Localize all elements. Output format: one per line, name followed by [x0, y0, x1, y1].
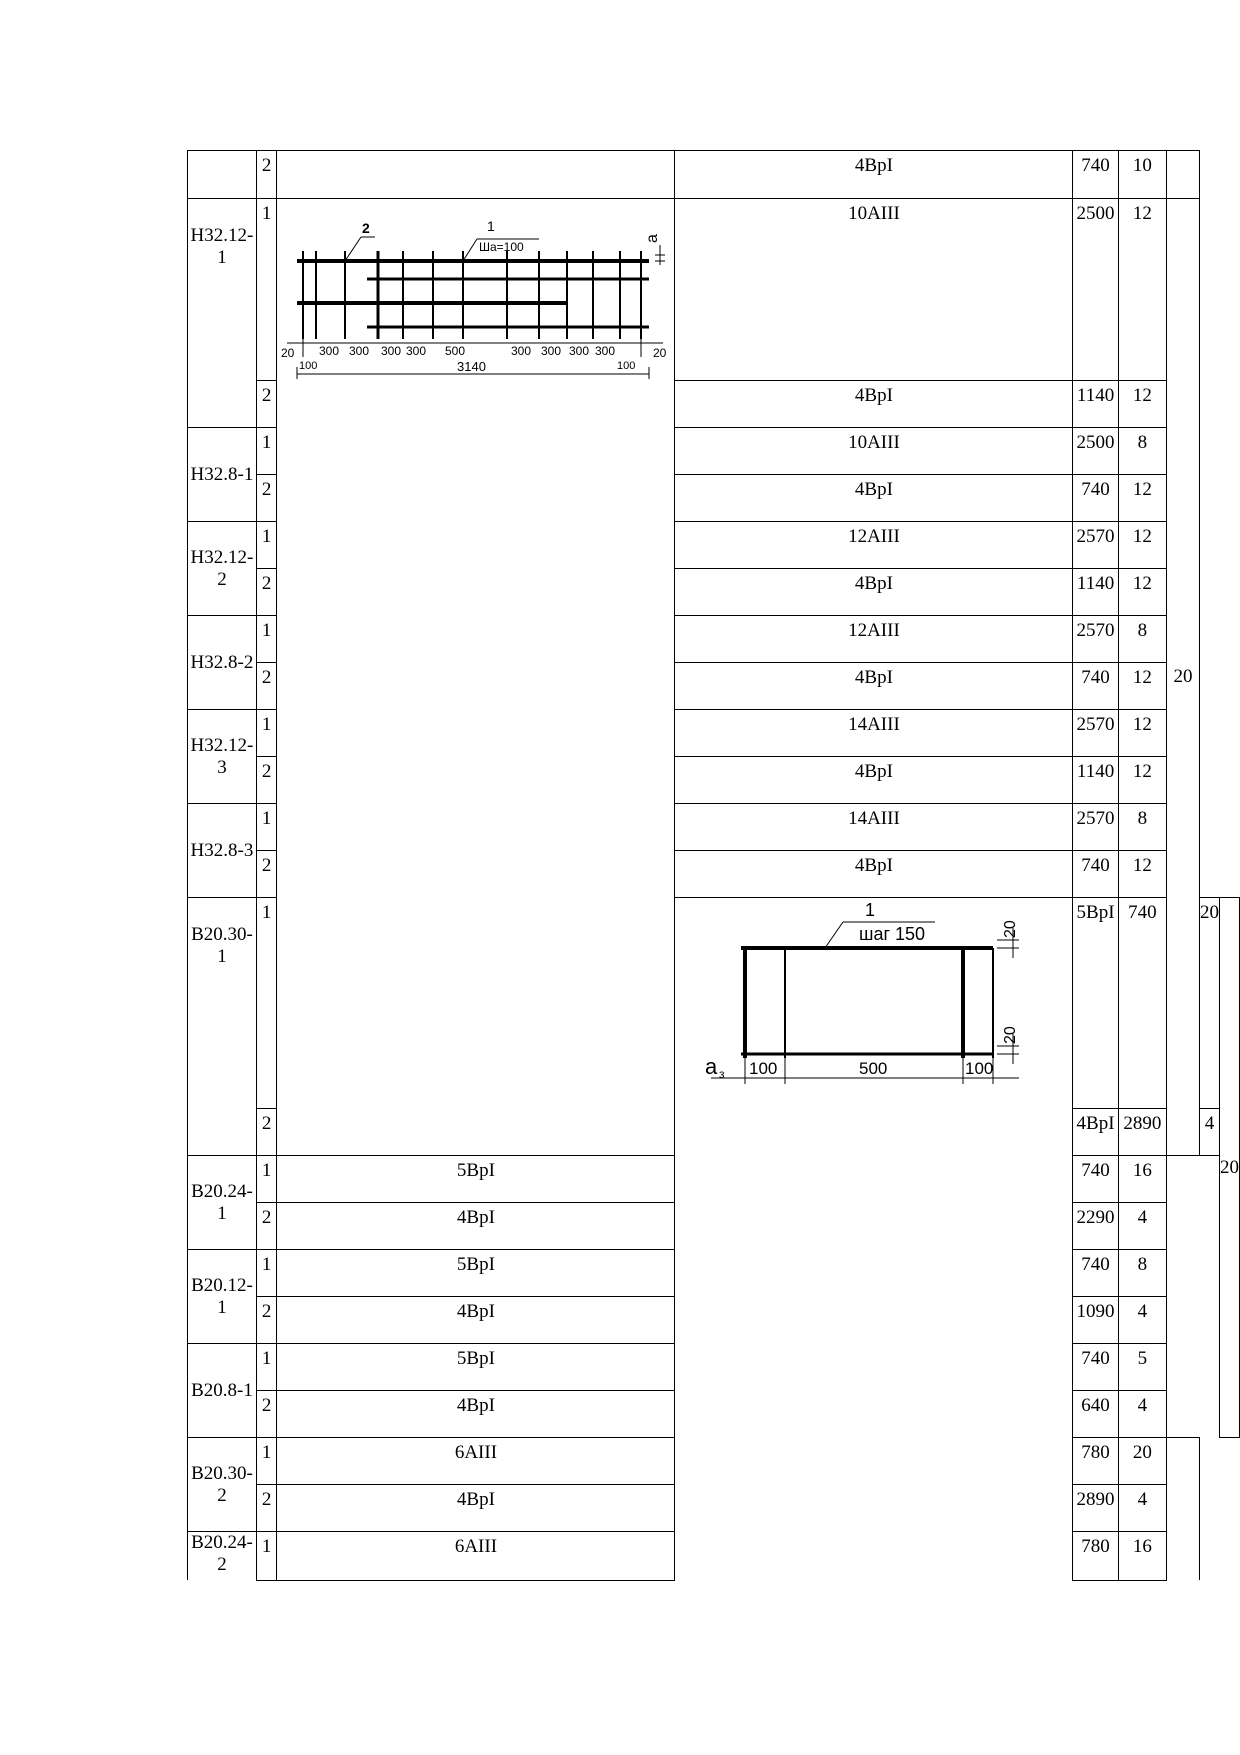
length-cell: 740 [1073, 1344, 1118, 1391]
position-cell: 2 [256, 663, 277, 710]
quantity-cell: 12 [1118, 475, 1166, 522]
mesh-v-label-pos1: 1 [865, 900, 876, 920]
length-cell: 1140 [1073, 757, 1118, 804]
rebar-cell: 4ВрI [675, 851, 1073, 898]
mesh-n-dim: 300 [595, 344, 616, 358]
length-cell: 740 [1118, 898, 1166, 1109]
quantity-cell: 20 [1200, 898, 1220, 1109]
rebar-cell: 5ВрI [277, 1344, 675, 1391]
length-cell: 740 [1073, 1250, 1118, 1297]
drawing-cell-mesh-n [277, 199, 675, 1156]
rebar-cell: 12АIII [675, 616, 1073, 663]
position-cell: 1 [256, 1156, 277, 1203]
position-cell: 1 [256, 710, 277, 757]
position-cell: 1 [256, 1438, 277, 1485]
quantity-cell: 4 [1200, 1109, 1220, 1156]
length-cell: 2570 [1073, 804, 1118, 851]
rebar-spec-table [187, 150, 1240, 1581]
length-cell: 740 [1073, 663, 1118, 710]
position-cell: 2 [256, 1485, 277, 1532]
quantity-cell: 5 [1118, 1344, 1166, 1391]
quantity-cell: 12 [1118, 851, 1166, 898]
rebar-cell: 12АIII [675, 522, 1073, 569]
position-cell: 1 [256, 1532, 277, 1581]
length-cell: 780 [1073, 1532, 1118, 1581]
position-cell: 2 [256, 1109, 277, 1156]
rebar-cell: 14АIII [675, 710, 1073, 757]
position-cell: 2 [256, 1391, 277, 1438]
length-cell: 740 [1073, 475, 1118, 522]
length-cell: 2890 [1118, 1109, 1166, 1156]
rebar-cell: 6АIII [277, 1532, 675, 1581]
mesh-n-dim: 300 [511, 344, 532, 358]
quantity-cell: 8 [1118, 1250, 1166, 1297]
rebar-cell: 10АIII [675, 199, 1073, 381]
drawing-cell-mesh-v [675, 898, 1073, 1581]
mesh-v-dim-left: 100 [749, 1059, 778, 1078]
mesh-v-dim-mid: 500 [859, 1059, 888, 1078]
quantity-cell: 8 [1118, 804, 1166, 851]
mesh-n-dim-left: 20 [281, 346, 295, 360]
length-cell: 740 [1073, 1156, 1118, 1203]
mesh-n-total: 3140 [457, 359, 487, 374]
length-cell: 740 [1073, 851, 1118, 898]
quantity-cell: 20 [1118, 1438, 1166, 1485]
quantity-cell: 8 [1118, 616, 1166, 663]
rebar-cell: 4ВрI [277, 1485, 675, 1532]
table-row [188, 199, 1240, 381]
mark-cell: В20.30-2 [188, 1438, 257, 1532]
drawing-cell-empty [277, 151, 675, 199]
mesh-v-label-a: a [705, 1054, 718, 1079]
rebar-cell: 4ВрI [277, 1391, 675, 1438]
rebar-cell: 4ВрI [1073, 1109, 1118, 1156]
length-cell: 2570 [1073, 616, 1118, 663]
quantity-cell: 4 [1118, 1203, 1166, 1250]
position-cell: 2 [256, 757, 277, 804]
position-cell: 2 [256, 851, 277, 898]
quantity-cell: 8 [1118, 428, 1166, 475]
mesh-v-label-step: шаг 150 [859, 924, 926, 944]
quantity-cell: 12 [1118, 522, 1166, 569]
rebar-cell: 4ВрI [277, 1297, 675, 1344]
mark-cell: В20.8-1 [188, 1344, 257, 1438]
length-cell: 640 [1073, 1391, 1118, 1438]
quantity-cell: 12 [1118, 381, 1166, 428]
mesh-n-dim: 300 [381, 344, 402, 358]
position-cell: 1 [256, 804, 277, 851]
weight-cell-empty [1167, 1438, 1200, 1581]
length-cell: 2500 [1073, 199, 1118, 381]
mesh-n-dim-right: 20 [653, 346, 667, 360]
position-cell: 1 [256, 522, 277, 569]
mesh-n-label-pos1: 1 [487, 218, 496, 234]
quantity-cell: 12 [1118, 757, 1166, 804]
rebar-cell: 4ВрI [675, 151, 1073, 199]
mesh-n-dim: 300 [406, 344, 427, 358]
position-cell: 2 [256, 151, 277, 199]
weight-cell: 20 [1167, 199, 1200, 1156]
mesh-v-label-a-sub: з [719, 1067, 725, 1081]
mesh-n-dim-100-left: 100 [299, 360, 318, 372]
quantity-cell: 12 [1118, 199, 1166, 381]
length-cell: 2570 [1073, 522, 1118, 569]
length-cell: 2890 [1073, 1485, 1118, 1532]
rebar-cell: 4ВрI [675, 475, 1073, 522]
quantity-cell: 4 [1118, 1297, 1166, 1344]
mark-cell: Н32.8-2 [188, 616, 257, 710]
rebar-cell: 4ВрI [675, 663, 1073, 710]
rebar-cell: 14АIII [675, 804, 1073, 851]
mesh-n-label-a: a [644, 234, 662, 243]
mesh-n-drawing [277, 199, 674, 379]
length-cell: 2290 [1073, 1203, 1118, 1250]
position-cell: 2 [256, 1203, 277, 1250]
position-cell: 1 [256, 199, 277, 381]
position-cell: 2 [256, 1297, 277, 1344]
mark-cell: Н32.12-1 [188, 199, 257, 428]
position-cell: 1 [256, 616, 277, 663]
weight-cell: 20 [1220, 898, 1240, 1438]
length-cell: 2500 [1073, 428, 1118, 475]
position-cell: 2 [256, 381, 277, 428]
mesh-v-dim-top: 20 [1002, 920, 1020, 938]
length-cell: 1140 [1073, 569, 1118, 616]
mesh-n-dim: 500 [445, 344, 466, 358]
rebar-cell: 5ВрI [1073, 898, 1118, 1109]
position-cell: 2 [256, 569, 277, 616]
quantity-cell: 12 [1118, 569, 1166, 616]
mesh-v-dim-bottom: 20 [1002, 1026, 1020, 1044]
mesh-n-dim: 300 [319, 344, 340, 358]
quantity-cell: 4 [1118, 1391, 1166, 1438]
mark-cell: Н32.8-1 [188, 428, 257, 522]
rebar-cell: 5ВрI [277, 1156, 675, 1203]
position-cell: 1 [256, 898, 277, 1109]
rebar-cell: 5ВрI [277, 1250, 675, 1297]
mesh-n-dim: 300 [569, 344, 590, 358]
mark-cell: В20.30-1 [188, 898, 257, 1156]
length-cell: 1140 [1073, 381, 1118, 428]
mark-cell-empty [188, 151, 257, 199]
mesh-v-dim-right: 100 [965, 1059, 994, 1078]
length-cell: 1090 [1073, 1297, 1118, 1344]
weight-cell-empty [1167, 151, 1200, 199]
mark-cell: Н32.12-2 [188, 522, 257, 616]
mesh-v-drawing [675, 898, 1072, 1098]
quantity-cell: 16 [1118, 1532, 1166, 1581]
length-cell: 780 [1073, 1438, 1118, 1485]
position-cell: 1 [256, 1250, 277, 1297]
position-cell: 1 [256, 428, 277, 475]
mark-cell: В20.24-1 [188, 1156, 257, 1250]
mark-cell: В20.24-2 [188, 1532, 257, 1581]
quantity-cell: 4 [1118, 1485, 1166, 1532]
mesh-n-dim: 300 [349, 344, 370, 358]
quantity-cell: 16 [1118, 1156, 1166, 1203]
rebar-cell: 4ВрI [675, 757, 1073, 804]
position-cell: 1 [256, 1344, 277, 1391]
rebar-cell: 4ВрI [675, 381, 1073, 428]
mesh-n-dim: 300 [541, 344, 562, 358]
length-cell: 740 [1073, 151, 1118, 199]
mesh-n-label-pos2: 2 [362, 220, 371, 236]
length-cell: 2570 [1073, 710, 1118, 757]
mark-cell: В20.12-1 [188, 1250, 257, 1344]
table-row [188, 151, 1240, 199]
mark-cell: Н32.12-3 [188, 710, 257, 804]
quantity-cell: 10 [1118, 151, 1166, 199]
rebar-cell: 4ВрI [277, 1203, 675, 1250]
mark-cell: Н32.8-3 [188, 804, 257, 898]
rebar-cell: 4ВрI [675, 569, 1073, 616]
rebar-cell: 10АIII [675, 428, 1073, 475]
mesh-n-dim-100-right: 100 [617, 360, 636, 372]
position-cell: 2 [256, 475, 277, 522]
quantity-cell: 12 [1118, 710, 1166, 757]
quantity-cell: 12 [1118, 663, 1166, 710]
rebar-cell: 6АIII [277, 1438, 675, 1485]
mesh-n-label-step: Ша=100 [479, 240, 525, 254]
